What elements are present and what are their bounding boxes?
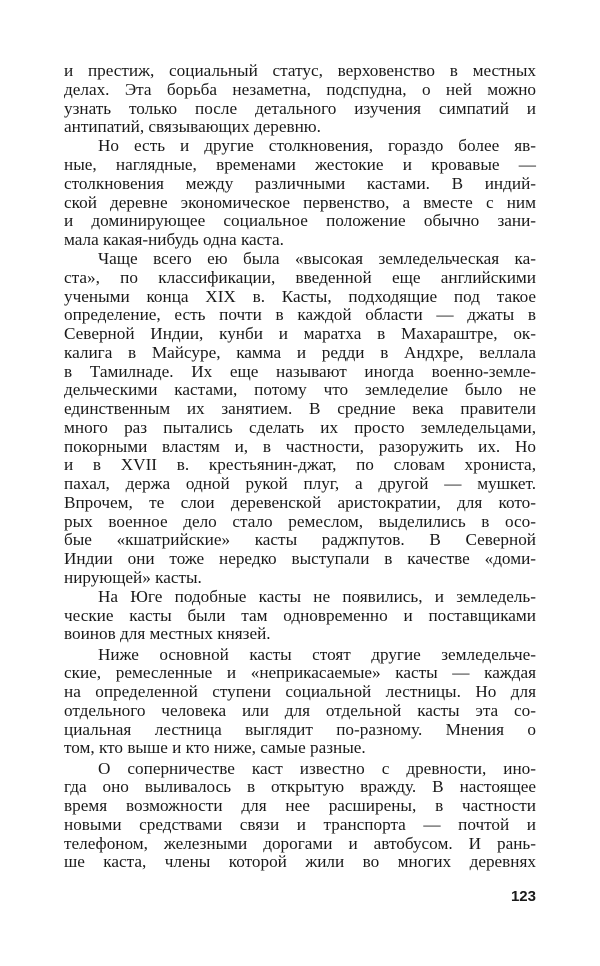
text-line: ные, наглядные, временами жестокие и кровавые — (64, 155, 536, 175)
text-line: учеными конца XIX в. Касты, подходящие под такое (64, 286, 536, 306)
text-line: телефоном, железными дорогами и автобусом. И рань- (64, 833, 536, 853)
text-line: ше каста, члены которой жили во многих деревнях (64, 852, 536, 872)
text-line: определение, есть почти в каждой области — джаты в (64, 305, 536, 325)
text-line: ста», по классификации, введенной еще английскими (64, 267, 536, 287)
text-line: и доминирующее социальное положение обычно зани- (64, 211, 536, 231)
text-line: Впрочем, те слои деревенской аристократии, для кото- (64, 492, 536, 512)
text-line: циальная лестница выглядит по-разному. Мнения о (64, 719, 536, 739)
text-line: на определенной ступени социальной лестницы. Но для (64, 682, 536, 702)
text-line: столкновения между различными кастами. В индий- (64, 173, 536, 193)
text-line: ческие касты были там одновременно и поставщиками (64, 605, 536, 625)
text-line: На Юге подобные касты не появились, и земледель- (98, 586, 536, 606)
text-line: Северной Индии, кунби и маратха в Махараштре, ок- (64, 324, 536, 344)
text-line: дельческими кастами, потому что земледелие было не (64, 380, 536, 400)
text-line: покорными властям и, в частности, разоружить их. Но (64, 436, 536, 456)
paragraph (64, 646, 536, 759)
text-line: ской деревне экономическое первенство, а вместе с ним (64, 192, 536, 212)
text-line: пахал, держа одной рукой плуг, а другой — мушкет. (64, 474, 536, 494)
text-line: Индии они тоже нередко выступали в качестве «доми- (64, 549, 536, 569)
text-line: Чаще всего ею была «высокая земледельческая ка- (98, 249, 536, 269)
text-line: делах. Эта борьба незаметна, подспудна, о ней можно (64, 79, 536, 99)
body-text (64, 62, 536, 872)
text-line: антипатий, связывающих деревню. (64, 117, 321, 137)
text-line: мала какая-нибудь одна каста. (64, 230, 284, 250)
text-line: нирующей» касты. (64, 567, 202, 587)
paragraph (64, 62, 536, 137)
text-line: гда оно выливалось в открытую вражду. В настоящее (64, 777, 536, 797)
text-line: ские, ремесленные и «неприкасаемые» касты — каждая (64, 663, 536, 683)
text-line: и в XVII в. крестьянин-джат, по словам хрониста, (64, 455, 536, 475)
text-line: новыми средствами связи и транспорта — почтой и (64, 814, 536, 834)
page-number: 123 (510, 888, 536, 905)
paragraph (64, 250, 536, 588)
text-line: воинов для местных князей. (64, 624, 271, 644)
text-line: в Тамилнаде. Их еще называют иногда военно-земле- (64, 361, 536, 381)
text-line: бые «кшатрийские» касты раджпутов. В Северной (64, 530, 536, 550)
text-line: калига в Майсуре, камма и редди в Андхре, веллала (64, 342, 536, 362)
text-line: узнать только после детального изучения симпатий и (64, 98, 536, 118)
text-line: Ниже основной касты стоят другие земледельче- (98, 644, 536, 664)
text-line: том, кто выше и кто ниже, самые разные. (64, 738, 366, 758)
text-line: и престиж, социальный статус, верховенство в местных (64, 61, 536, 80)
text-line: рых военное дело стало ремеслом, выделились в осо- (64, 511, 536, 531)
text-line: много раз пытались сделать их просто земледельцами, (64, 417, 536, 437)
text-line: отдельного человека или для отдельной касты эта со- (64, 700, 536, 720)
paragraph (64, 760, 536, 873)
text-line: единственным их занятием. В средние века правители (64, 399, 536, 419)
text-line: Но есть и другие столкновения, гораздо более яв- (98, 136, 536, 156)
text-line: время возможности для нее расширены, в частности (64, 796, 536, 816)
paragraph (64, 137, 536, 250)
text-line: О соперничестве каст известно с древности, ино- (98, 758, 536, 778)
paragraph (64, 588, 536, 644)
